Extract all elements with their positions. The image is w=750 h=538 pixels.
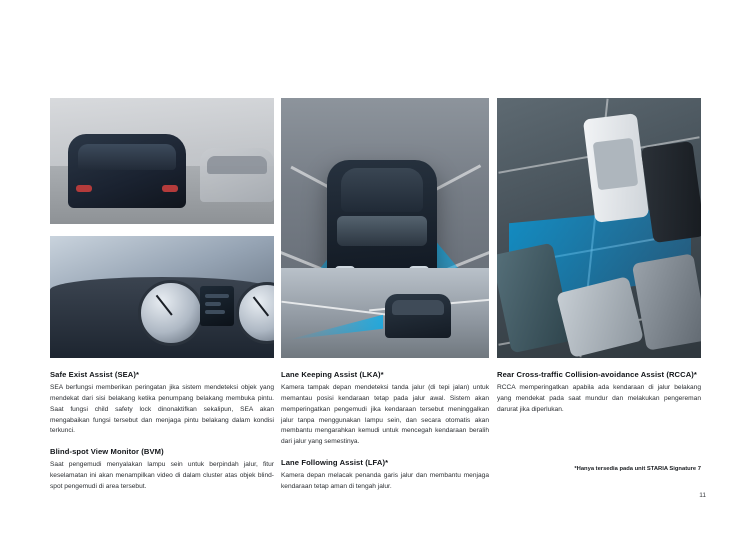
feature-paragraph: Saat pengemudi menyalakan lampu sein untuk berpindah jalur, fitur keselamatan ini akan menampilkan video di dalam cluster atas objek blind-spot pengemudi di area tersebut.: [50, 461, 274, 490]
display-line: [205, 310, 225, 314]
image-rear-cross-traffic-assist: [497, 98, 701, 358]
display-line: [205, 294, 229, 298]
image-blind-spot-view-monitor: [50, 236, 274, 358]
vehicle-roof: [341, 168, 423, 212]
sensor-beam: [287, 312, 383, 340]
feature-paragraph: Kamera tampak depan mendeteksi tanda jalur (di tepi jalan) untuk memantau posisi kendaraan tetap pada jalur awal. Sistem akan memperingatkan pengemudi jika kendaraan tersebut meninggalkan jalur tanpa menggunakan lampu sein, dan secara otomatis akan membantu mengarahkan kemudi untuk mencegah kendaraan beralih dari jalur yang semestinya.: [281, 384, 489, 445]
feature-block-sea: [50, 370, 274, 437]
text-column-middle: [281, 370, 489, 502]
vehicle-white: [583, 113, 649, 223]
page-number: 11: [699, 492, 706, 499]
feature-paragraph: SEA berfungsi memberikan peringatan jika sistem mendeteksi objek yang mendekat dari sisi belakang ketika penumpang belakang membuka pintu. Saat fungsi child safety lock dinonaktifkan sekalipun, SEA akan mengabaikan fungsi tersebut dan menjaga pintu belakang dalam kondisi terkunci.: [50, 384, 274, 435]
feature-paragraph: Kamera depan melacak penanda garis jalur dan membantu menjaga kendaraan tetap aman di tengah jalur.: [281, 472, 489, 490]
feature-block-bvm: [50, 447, 274, 493]
feature-heading: Lane Following Assist (LFA)*: [281, 457, 389, 467]
display-line: [205, 302, 221, 306]
text-column-right: [497, 370, 701, 426]
image-lane-following-assist: [281, 268, 489, 358]
windshield: [337, 216, 427, 246]
image-safe-exit-assist: [50, 98, 274, 224]
vehicle-rear-view: [385, 294, 451, 338]
feature-block-lka: [281, 370, 489, 448]
feature-heading: Lane Keeping Assist (LKA)*: [281, 370, 384, 379]
feature-block-rcca: [497, 370, 701, 416]
footnote: *Hanya tersedia pada unit STARIA Signature 7: [574, 466, 701, 472]
gauge-speedometer: [138, 280, 204, 346]
vehicle-approaching: [200, 148, 274, 202]
text-column-left: [50, 370, 274, 502]
gauge-needle: [253, 296, 269, 316]
vehicle-dark-van: [68, 134, 186, 208]
gauge-needle: [156, 295, 173, 316]
feature-heading: Rear Cross-traffic Collision-avoidance Assist (RCCA)*: [497, 370, 697, 379]
feature-heading: Safe Exist Assist (SEA)*: [50, 370, 140, 379]
feature-heading: Blind-spot View Monitor (BVM): [50, 446, 164, 456]
tail-lamp: [76, 185, 92, 192]
feature-block-lfa: [281, 458, 489, 493]
feature-paragraph: RCCA memperingatkan apabila ada kendaraan di jalur belakang yang mendekat pada saat mundur dan melakukan pengereman darurat jika diperlukan.: [497, 384, 701, 413]
cluster-display: [200, 286, 234, 326]
